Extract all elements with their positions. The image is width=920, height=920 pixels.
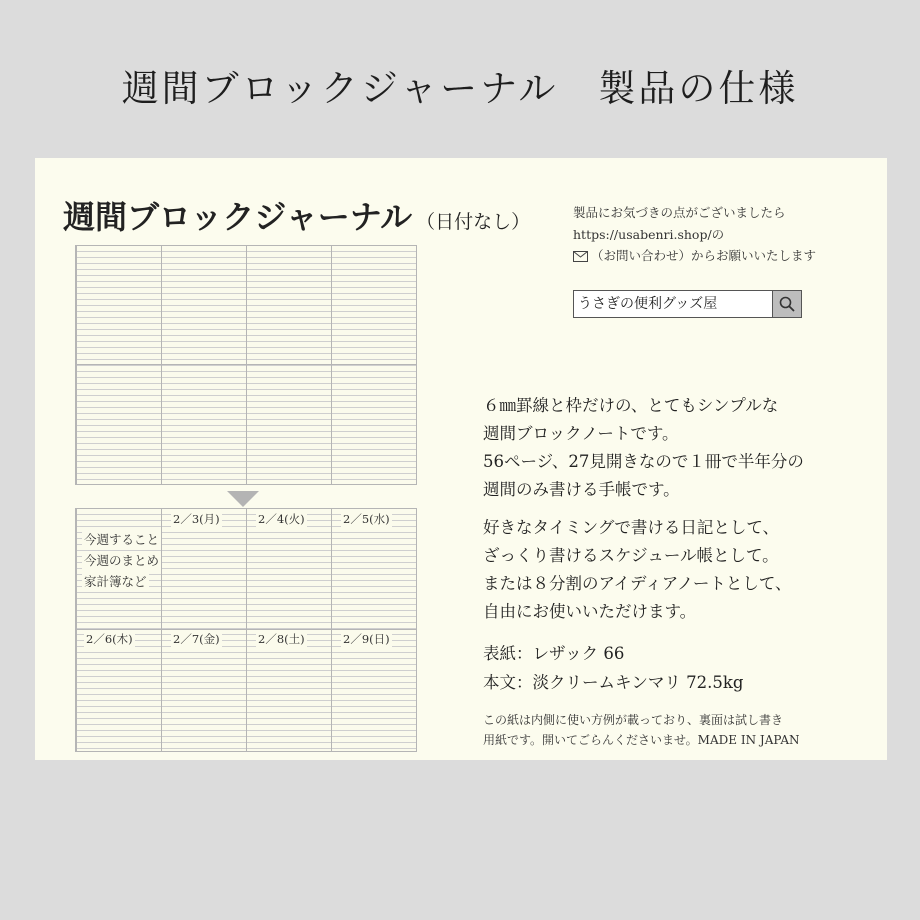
spec-body: 本文：淡クリームキンマリ 72.5kg bbox=[483, 673, 744, 692]
search-box[interactable] bbox=[573, 290, 802, 318]
mail-icon bbox=[573, 251, 588, 262]
footnote-line: この紙は内側に使い方例が載っており、裏面は試し書き bbox=[483, 713, 784, 727]
contact-info bbox=[573, 202, 816, 267]
spec-cover: 表紙：レザック 66 bbox=[483, 644, 625, 663]
note-text: 今週すること bbox=[84, 532, 160, 547]
product-card bbox=[35, 158, 887, 760]
contact-text: （お問い合わせ）からお願いいたします bbox=[591, 248, 817, 263]
day-label: 2／4(火) bbox=[258, 512, 305, 526]
contact-line bbox=[573, 245, 816, 267]
blank-page-sample bbox=[75, 245, 417, 485]
search-input[interactable]: うさぎの便利グッズ屋 bbox=[578, 296, 718, 312]
footnote-line: 用紙です。開いてごらんくださいませ。MADE IN JAPAN bbox=[483, 733, 800, 747]
description-line: 週間ブロックノートです。 bbox=[483, 424, 679, 443]
description-line: ざっくり書けるスケジュール帳として。 bbox=[483, 546, 779, 565]
description-line: 週間のみ書ける手帳です。 bbox=[483, 480, 680, 499]
filled-page-sample bbox=[75, 508, 417, 752]
day-label: 2／5(水) bbox=[343, 512, 390, 526]
day-label: 2／9(日) bbox=[343, 632, 390, 646]
contact-url[interactable]: https://usabenri.shop/の bbox=[573, 226, 725, 242]
note-text: 今週のまとめ bbox=[84, 553, 160, 568]
description-line: または８分割のアイディアノートとして、 bbox=[483, 574, 792, 593]
day-label: 2／7(金) bbox=[173, 632, 220, 646]
card-title-sub: （日付なし） bbox=[416, 211, 531, 233]
search-button[interactable] bbox=[772, 291, 801, 317]
description-line: 好きなタイミングで書ける日記として、 bbox=[483, 518, 780, 537]
description-paragraph bbox=[483, 392, 804, 504]
down-arrow-icon bbox=[227, 491, 259, 507]
footnote bbox=[483, 710, 800, 750]
day-label: 2／3(月) bbox=[173, 512, 220, 526]
day-label: 2／8(土) bbox=[258, 632, 305, 646]
divider bbox=[76, 629, 416, 630]
description-line: ６㎜罫線と枠だけの、とてもシンプルな bbox=[483, 396, 779, 415]
description-paragraph bbox=[483, 514, 792, 626]
description-line: 自由にお使いいただけます。 bbox=[483, 602, 697, 621]
contact-line: 製品にお気づきの点がございましたら bbox=[573, 205, 786, 220]
description-line: 56ページ、27見開きなので１冊で半年分の bbox=[483, 452, 804, 471]
search-icon bbox=[779, 296, 795, 312]
card-title bbox=[63, 192, 530, 238]
day-label: 2／6(木) bbox=[86, 632, 133, 646]
card-title-main: 週間ブロックジャーナル bbox=[63, 198, 413, 236]
note-text: 家計簿など bbox=[84, 574, 147, 589]
page-title: 週間ブロックジャーナル 製品の仕様 bbox=[121, 67, 799, 110]
divider bbox=[76, 364, 416, 365]
